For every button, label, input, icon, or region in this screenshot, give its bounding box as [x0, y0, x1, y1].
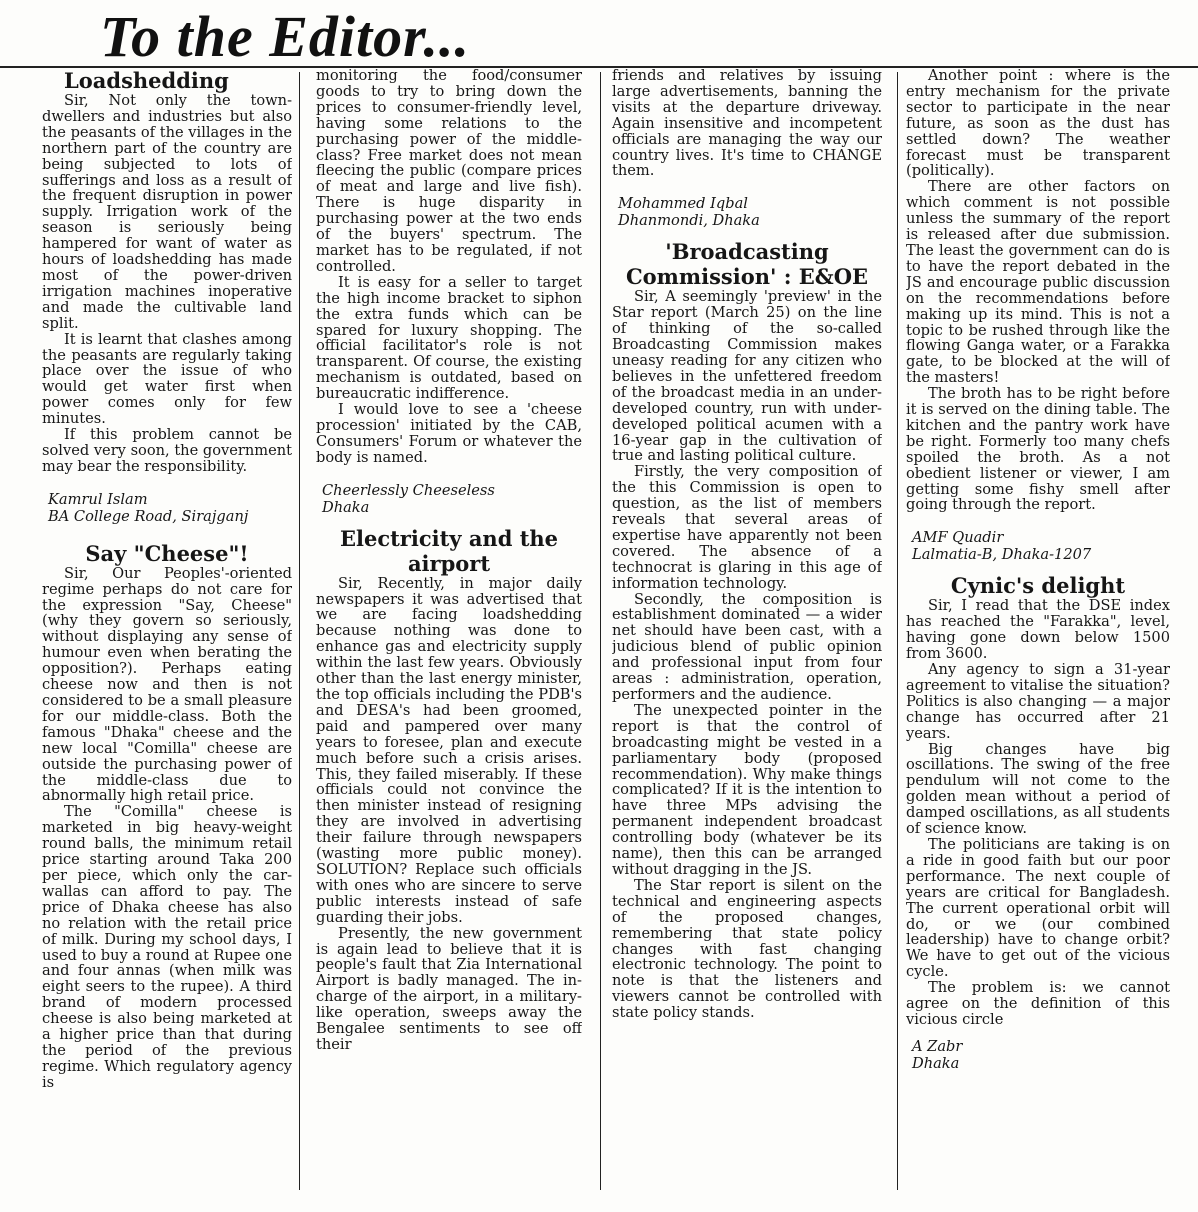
letter-paragraph: Sir, I read that the DSE index has reached the "Farakka", level, having gone down below 1500 from 3600. [906, 597, 1170, 663]
letter-paragraph: Secondly, the composition is establishment dominated — a wider net should have been cast, with a judicious blend of public opinion and professional input from four areas : administration, operation, performers and the audience. [612, 590, 882, 703]
letter-paragraph: Sir, Our Peoples'-oriented regime perhaps do not care for the expression "Say, Cheese" (why they govern so seriously, without displaying any sense of humour even when berating the opposition?). Perhaps eating cheese now and then is not considered to be a small pleasure for our middle-class. Both the famous "Dhaka" cheese and the new local "Comilla" cheese are outside the purchasing power of the middle-class due to abnormally high retail price. [42, 564, 292, 805]
letter-headline: Electricity and the airport [339, 525, 559, 576]
letter-location: BA College Road, Sirajganj [48, 507, 249, 525]
letter-paragraph: If this problem cannot be solved very soon, the government may bear the responsibility. [42, 426, 292, 475]
letter-headline: 'Broadcasting Commission' : E&OE [625, 239, 869, 290]
letter-paragraph: There are other factors on which comment is not possible unless the summary of the report is released after due submission. The least the government can do is to have the report debated in the JS and encourage public discussion on the recommendations before making up its mind. This is not a topic to be rushed through like the flowing Ganga water, or a Farakka gate, to be blocked at the will of the masters! [906, 178, 1170, 387]
letter-paragraph: Big changes have big oscillations. The swing of the free pendulum will not come to the golden mean without a period of damped oscillations, as all students of science know. [906, 740, 1170, 838]
letter-location: Lalmatia-B, Dhaka-1207 [912, 546, 1092, 564]
letter-paragraph: Another point : where is the entry mechanism for the private sector to participate in the near future, as soon as the dust has settled down? The weather forecast must be transparent (politically). [906, 68, 1170, 180]
column-2 [316, 68, 582, 1192]
letter-paragraph: It is easy for a seller to target the high income bracket to siphon the extra funds which can be spared for luxury shopping. The official facilitator's role is not transparent. Of course, the existing mechanism is outdated, based on bureaucratic indifference. [316, 273, 582, 403]
column-1 [42, 68, 292, 1192]
letter-headline: Say "Cheese"! [85, 540, 249, 566]
letter-paragraph: Any agency to sign a 31-year agreement to vitalise the situation? Politics is also changing — a major change has occurred after 21 years. [906, 661, 1170, 742]
letter-paragraph: Presently, the new government is again lead to believe that it is people's fault that Zia International Airport is badly managed. The in-charge of the airport, in a military-like operation, sweeps away the Bengalee sentiments to see off their [316, 924, 582, 1053]
letter-paragraph: Sir, A seemingly 'preview' in the Star report (March 25) on the line of thinking of the so-called Broadcasting Commission makes uneasy reading for any citizen who believes in the unfettered freedom of the broadcast media in an under-developed country, run with under-developed political acumen with a 16-year gap in the cultivation of true and lasting political culture. [612, 288, 882, 465]
letter-author: Kamrul Islam [48, 490, 148, 508]
letter-headline: Loadshedding [64, 68, 229, 93]
letter-paragraph: It is learnt that clashes among the peasants are regularly taking place over the issue of who would get water first when power comes only for few minutes. [42, 330, 292, 428]
column-rule [897, 72, 898, 1190]
letter-paragraph: The problem is: we cannot agree on the definition of this vicious circle [906, 979, 1170, 1028]
column-3 [612, 68, 882, 1192]
letter-paragraph: Sir, Recently, in major daily newspapers it was advertised that we are facing loadshedding because nothing was done to enhance gas and electricity supply within the last few years. Obviously other than the last energy minister, the top officials including the PDB's and DESA's had been groomed, paid and pampered over many years to foresee, plan and execute much before such a crisis arises. This, they failed miserably. If these officials could not convince the then minister instead of resigning they are involved in advertising their failure through newspapers (wasting more public money). SOLUTION? Replace such officials with ones who are sincere to serve public interests instead of safe guarding their jobs. [316, 574, 582, 926]
letter-paragraph: The "Comilla" cheese is marketed in big heavy-weight round balls, the minimum retail price starting around Taka 200 per piece, which only the car-wallas can afford to pay. The price of Dhaka cheese has also no relation with the retail price of milk. During my school days, I used to buy a round at Rupee one and four annas (when milk was eight seers to the rupee). A third brand of modern processed cheese is also being marketed at a higher price than that during the period of the previous regime. Which regulatory agency is [42, 803, 292, 1091]
letter-headline: Cynic's delight [950, 573, 1126, 599]
letter-paragraph: Firstly, the very composition of the this Commission is open to question, as the list of members reveals that several areas of expertise have apparently not been covered. The absence of a technocrat is glaring in this age of information technology. [612, 463, 882, 592]
column-rule [299, 72, 300, 1190]
letter-paragraph: The broth has to be right before it is served on the dining table. The kitchen and the pantry work have be right. Formerly too many chefs spoiled the broth. As a not obedient listener or viewer, I am getting some fishy smell after going through the report. [906, 385, 1170, 514]
letter-paragraph: monitoring the food/consumer goods to try to bring down the prices to consumer-friendly level, having some relations to the purchasing power of the middle-class? Free market does not mean fleecing the public (compare prices of meat and large and live fish). There is huge disparity in purchasing power at the two ends of the buyers' spectrum. The market has to be regulated, if not controlled. [316, 68, 582, 275]
column-4 [906, 68, 1170, 1192]
letter-location: Dhanmondi, Dhaka [618, 212, 760, 230]
letter-paragraph: The Star report is silent on the technical and engineering aspects of the proposed changes, remembering that state policy changes with fast changing electronic technology. The point to note is that the listeners and viewers cannot be controlled with state policy stands. [612, 876, 882, 1022]
section-title: To the Editor... [100, 4, 471, 69]
letter-paragraph: I would love to see a 'cheese procession' initiated by the CAB, Consumers' Forum or whatever the body is named. [316, 401, 582, 466]
letter-author: AMF Quadir [912, 529, 1004, 547]
column-rule [600, 72, 601, 1190]
letter-author: Mohammed Iqbal [618, 195, 748, 213]
letter-paragraph: The politicians are taking is on a ride in good faith but our poor performance. The next couple of years are critical for Bangladesh. The current operational orbit will do, or we (our combined leadership) have to change orbit? We have to get out of the vicious cycle. [906, 835, 1170, 981]
letter-location: Dhaka [912, 1054, 960, 1072]
letter-location: Dhaka [322, 498, 370, 516]
letter-author: Cheerlessly Cheeseless [322, 481, 495, 499]
letter-author: A Zabr [912, 1037, 963, 1055]
letter-paragraph: friends and relatives by issuing large advertisements, banning the visits at the departure driveway. Again insensitive and incompetent officials are managing the way our country lives. It's time to CHANGE them. [612, 68, 882, 180]
letter-paragraph: Sir, Not only the town-dwellers and industries but also the peasants of the villages in the northern part of the country are being subjected to lots of sufferings and loss as a result of the frequent disruption in power supply. Irrigation work of the season is seriously being hampered for want of water as hours of loadshedding has made most of the power-driven irrigation machines inoperative and made the cultivable land split. [42, 92, 292, 332]
letter-paragraph: The unexpected pointer in the report is that the control of broadcasting might be vested in a parliamentary body (proposed recommendation). Why make things complicated? If it is the intention to have three MPs advising the permanent independent broadcast controlling body (whatever be its name), then this can be arranged without dragging in the JS. [612, 701, 882, 878]
